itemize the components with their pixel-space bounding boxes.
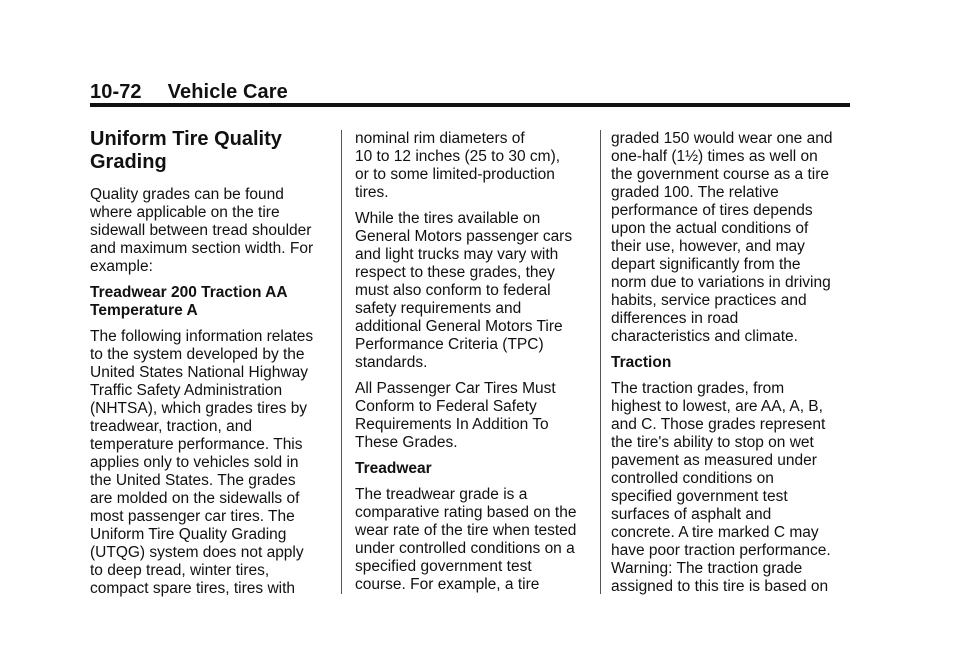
text-line: wear rate of the tire when tested xyxy=(355,522,577,539)
text-line: These Grades. xyxy=(355,434,458,451)
page-header xyxy=(90,81,288,104)
column-divider xyxy=(341,130,342,594)
text-line: compact spare tires, tires with xyxy=(90,580,296,597)
column-divider xyxy=(600,130,601,594)
text-line: to the system developed by the xyxy=(90,346,305,363)
text-line: Conform to Federal Safety xyxy=(355,398,537,415)
paragraph xyxy=(355,130,595,202)
text-line: tires. xyxy=(355,184,389,201)
text-line: example: xyxy=(90,258,153,275)
text-line: standards. xyxy=(355,354,428,371)
title-line: Grading xyxy=(90,151,167,173)
section-title xyxy=(90,128,335,174)
text-line: highest to lowest, are AA, A, B, xyxy=(611,398,823,415)
text-line: one-half (1½) times as well on xyxy=(611,148,818,165)
text-line: applies only to vehicles sold in xyxy=(90,454,299,471)
section-name: Vehicle Care xyxy=(167,81,288,103)
paragraph xyxy=(90,328,335,598)
text-line: Treadwear 200 Traction AA xyxy=(90,284,288,301)
text-line: 10 to 12 inches (25 to 30 cm), xyxy=(355,148,561,165)
text-line: have poor traction performance. xyxy=(611,542,831,559)
text-line: Quality grades can be found xyxy=(90,186,284,203)
title-line: Uniform Tire Quality xyxy=(90,128,282,150)
text-line: respect to these grades, they xyxy=(355,264,555,281)
paragraph xyxy=(355,380,595,452)
text-line: Performance Criteria (TPC) xyxy=(355,336,544,353)
text-line: The following information relates xyxy=(90,328,314,345)
text-line: under controlled conditions on a xyxy=(355,540,575,557)
text-line: or to some limited-production xyxy=(355,166,555,183)
text-line: The treadwear grade is a xyxy=(355,486,528,503)
text-line: are molded on the sidewalls of xyxy=(90,490,300,507)
text-line: the United States. The grades xyxy=(90,472,296,489)
text-line: habits, service practices and xyxy=(611,292,807,309)
text-line: controlled conditions on xyxy=(611,470,774,487)
subheading-treadwear: Treadwear xyxy=(355,460,432,477)
text-line: graded 100. The relative xyxy=(611,184,779,201)
text-line: safety requirements and xyxy=(355,300,522,317)
text-line: to deep tread, winter tires, xyxy=(90,562,270,579)
text-line: differences in road xyxy=(611,310,739,327)
text-line: United States National Highway xyxy=(90,364,308,381)
text-line: comparative rating based on the xyxy=(355,504,577,521)
text-line: graded 150 would wear one and xyxy=(611,130,833,147)
paragraph xyxy=(355,210,595,372)
text-line: Warning: The traction grade xyxy=(611,560,803,577)
text-line: The traction grades, from xyxy=(611,380,785,397)
text-line: sidewall between tread shoulder xyxy=(90,222,312,239)
text-line: and C. Those grades represent xyxy=(611,416,826,433)
text-line: the government course as a tire xyxy=(611,166,829,183)
text-column-2 xyxy=(355,130,595,602)
example-grades xyxy=(90,284,335,320)
text-line: pavement as measured under xyxy=(611,452,817,469)
text-line: (UTQG) system does not apply xyxy=(90,544,304,561)
paragraph xyxy=(611,380,856,596)
text-line: norm due to variations in driving xyxy=(611,274,831,291)
text-line: temperature performance. This xyxy=(90,436,303,453)
text-line: and light trucks may vary with xyxy=(355,246,559,263)
text-line: additional General Motors Tire xyxy=(355,318,563,335)
text-line: upon the actual conditions of xyxy=(611,220,809,237)
text-line: most passenger car tires. The xyxy=(90,508,295,525)
text-line: specified government test xyxy=(611,488,788,505)
header-rule xyxy=(90,103,850,107)
text-column-1 xyxy=(90,128,335,606)
text-line: performance of tires depends xyxy=(611,202,813,219)
text-line: General Motors passenger cars xyxy=(355,228,573,245)
text-line: the tire's ability to stop on wet xyxy=(611,434,814,451)
text-line: specified government test xyxy=(355,558,532,575)
text-line: treadwear, traction, and xyxy=(90,418,252,435)
text-line: Temperature A xyxy=(90,302,198,319)
text-line: nominal rim diameters of xyxy=(355,130,525,147)
text-line: course. For example, a tire xyxy=(355,576,540,593)
text-line: depart significantly from the xyxy=(611,256,801,273)
text-line: (NHTSA), which grades tires by xyxy=(90,400,308,417)
text-line: While the tires available on xyxy=(355,210,541,227)
text-column-3 xyxy=(611,130,856,604)
text-line: concrete. A tire marked C may xyxy=(611,524,819,541)
text-line: must also conform to federal xyxy=(355,282,551,299)
text-line: assigned to this tire is based on xyxy=(611,578,829,595)
page-number: 10-72 xyxy=(90,81,142,103)
text-line: All Passenger Car Tires Must xyxy=(355,380,556,397)
text-line: characteristics and climate. xyxy=(611,328,798,345)
text-line: surfaces of asphalt and xyxy=(611,506,772,523)
text-line: their use, however, and may xyxy=(611,238,805,255)
paragraph xyxy=(355,486,595,594)
text-line: and maximum section width. For xyxy=(90,240,314,257)
text-line: Requirements In Addition To xyxy=(355,416,549,433)
paragraph xyxy=(611,130,856,346)
text-line: where applicable on the tire xyxy=(90,204,280,221)
text-line: Traffic Safety Administration xyxy=(90,382,283,399)
paragraph xyxy=(90,186,335,276)
text-line: Uniform Tire Quality Grading xyxy=(90,526,287,543)
subheading-traction: Traction xyxy=(611,354,672,371)
